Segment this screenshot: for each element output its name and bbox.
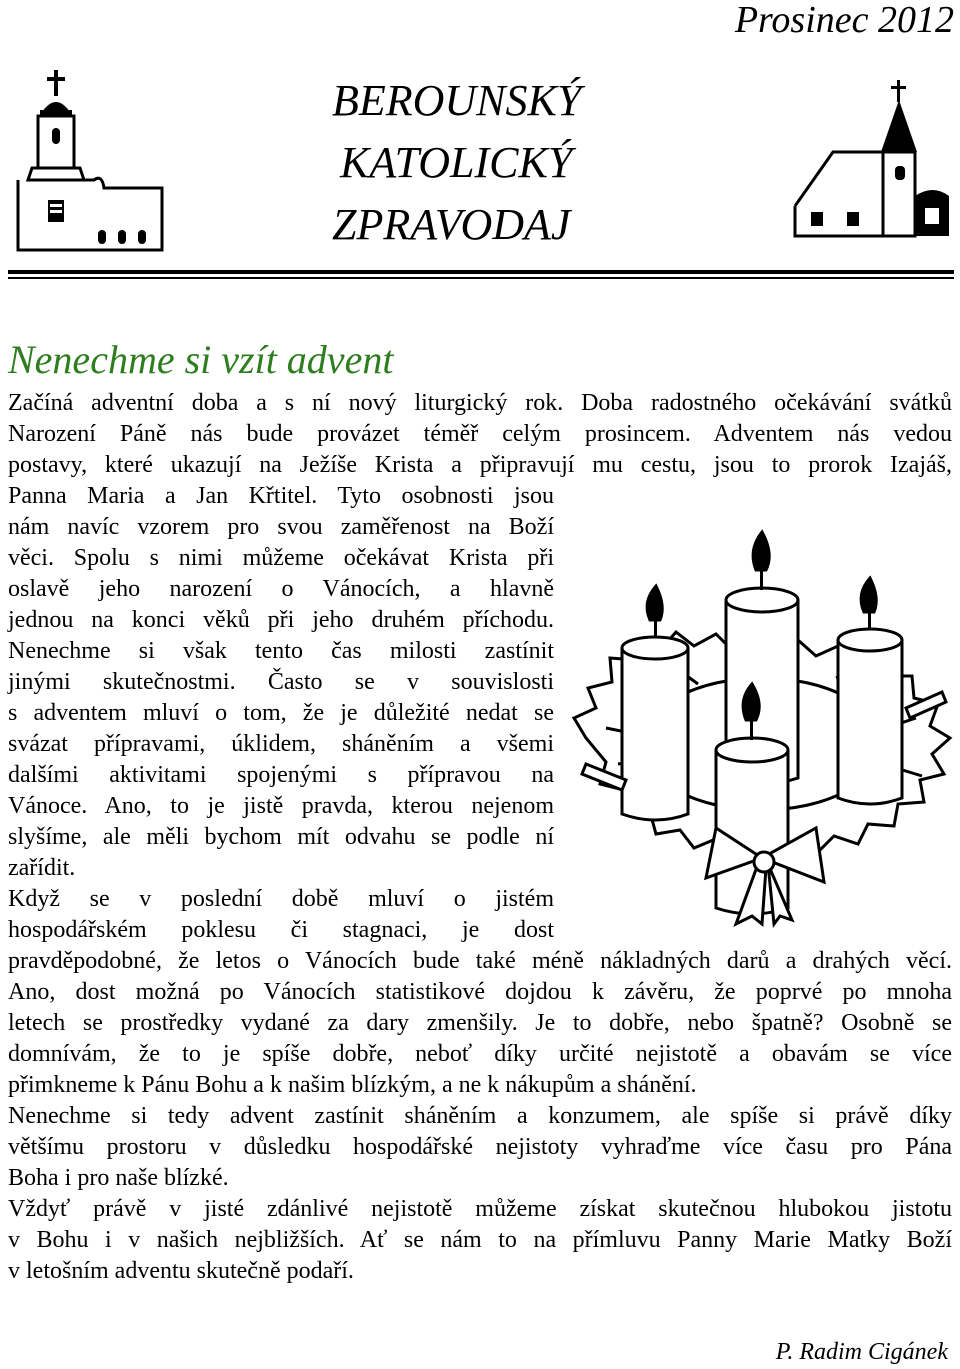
article-line: jednou na konci věků při jeho druhém příchodu. [8,607,554,633]
article-line: Když se v poslední době mluví o jistém [8,886,554,912]
article-signature: P. Radim Cigánek [775,1339,948,1365]
masthead-line: KATOLICKÝ [340,138,573,187]
church-left-icon [12,70,172,260]
article-line: Ano, dost možná po Vánocích statistikové dojdou k závěru, že poprvé po mnoha [8,979,952,1005]
article-line: Panna Maria a Jan Křtitel. Tyto osobnosti jsou [8,483,554,509]
church-right-icon [793,80,953,245]
article-line: pravděpodobné, že letos o Vánocích bude také méně nákladných darů a drahých věcí. [8,948,952,974]
article-line: Narození Páně nás bude provázet téměř celým prosincem. Adventem nás vedou [8,421,952,447]
masthead-title [332,70,652,256]
article-line: věci. Spolu s nimi můžeme očekávat Krista při [8,545,554,571]
article-line: hospodářském poklesu či stagnaci, je dost [8,917,554,943]
article-line: svázat přípravami, úklidem, sháněním a všemi [8,731,554,757]
masthead-line: BEROUNSKÝ [332,76,582,125]
header-rule-thin [8,277,954,279]
article-line: Vánoce. Ano, to je jistě pravda, kterou nejenom [8,793,554,819]
article-line: letech se prostředky vydané za dary zmenšily. Je to dobře, nebo špatně? Osobně se [8,1010,952,1036]
article-line: Vždyť právě v jisté zdánlivé nejistotě můžeme získat skutečnou hlubokou jistotu [8,1196,952,1222]
issue-date: Prosinec 2012 [734,0,954,41]
article-line: slyšíme, ale měli bychom mít odvahu se podle ní [8,824,554,850]
article-line: v Bohu i v našich nejbližších. Ať se nám to na přímluvu Panny Marie Matky Boží [8,1227,952,1253]
article-line: jinými skutečnostmi. Často se v souvislosti [8,669,554,695]
article-line: přimkneme k Pánu Bohu a k našim blízkým, a ne k nákupům a shánění. [8,1072,697,1098]
article-line: většímu prostoru v důsledku hospodářské nejistoty vyhraďme více času pro Pána [8,1134,952,1160]
article-line: domnívám, že to je spíše dobře, neboť díky určité nejistotě a obavám se více [8,1041,952,1067]
article-line: zařídit. [8,855,76,881]
article-line: Nenechme si však tento čas milosti zastínit [8,638,554,664]
article-line: postavy, které ukazují na Ježíše Krista a připravují mu cestu, jsou to prorok Izajáš, [8,452,952,478]
article-headline: Nenechme si vzít advent [8,337,394,382]
article-line: Začíná adventní doba a s ní nový liturgický rok. Doba radostného očekávání svátků [8,390,952,416]
article-line: Boha i pro naše blízké. [8,1165,229,1191]
article-line: Nenechme si tedy advent zastínit sháněním a konzumem, ale spíše si právě díky [8,1103,952,1129]
article-line: s adventem mluví o tom, že je důležité nedat se [8,700,554,726]
article-line: oslavě jeho narození o Vánocích, a hlavně [8,576,554,602]
article-line: dalšími aktivitami spojenými s přípravou na [8,762,554,788]
header-rule-thick [8,270,954,274]
article-line: v letošním adventu skutečně podaří. [8,1258,354,1284]
masthead-line: ZPRAVODAJ [332,200,571,249]
advent-wreath-illustration [566,528,956,933]
article-line: nám navíc vzorem pro svou zaměřenost na Boží [8,514,554,540]
